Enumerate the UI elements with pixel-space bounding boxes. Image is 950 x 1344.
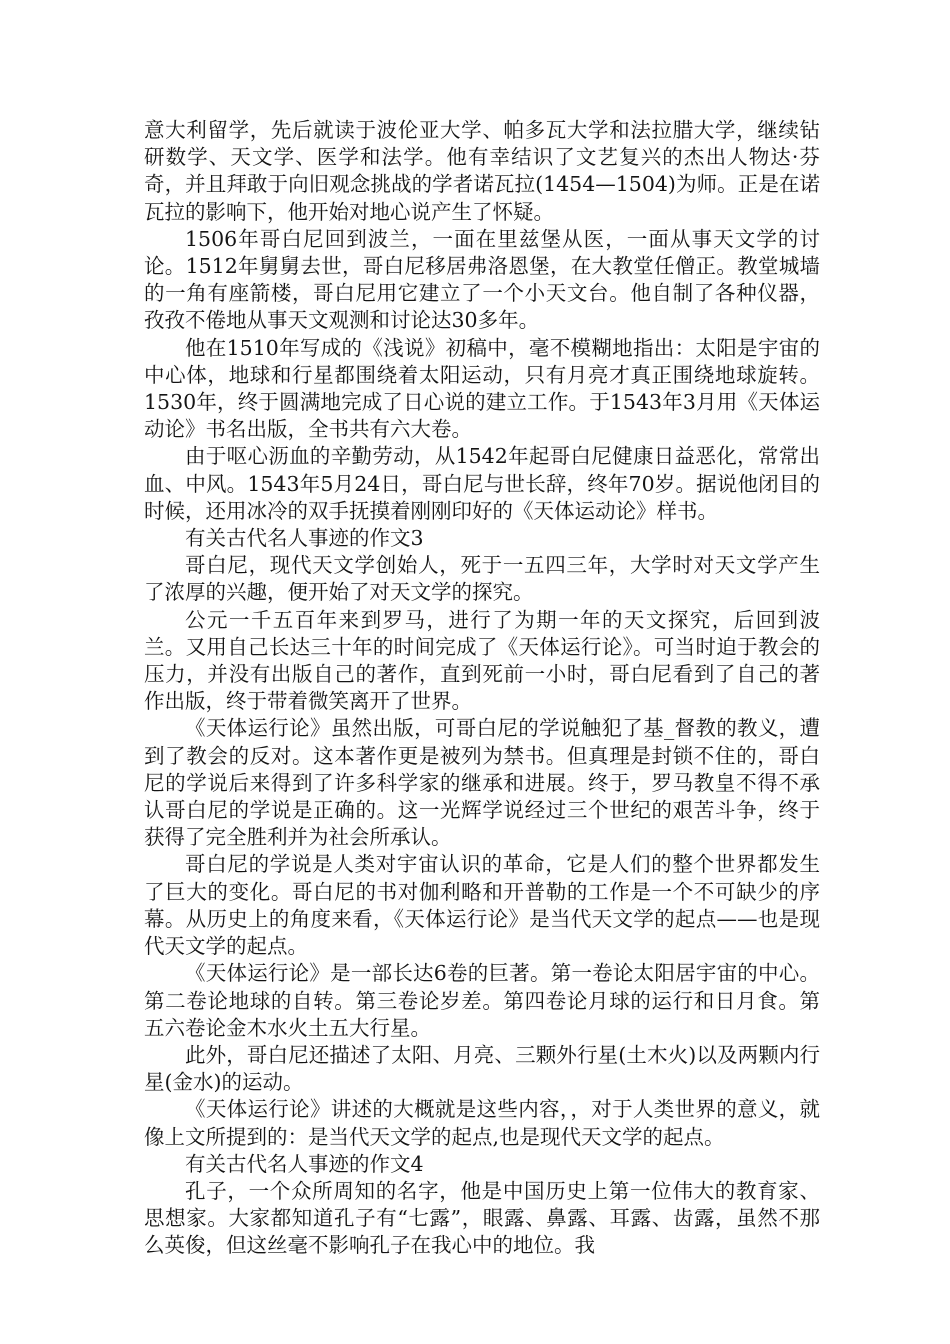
paragraph: 《天体运行论》是一部长达6卷的巨著。第一卷论太阳居宇宙的中心。第二卷论地球的自转。第三卷论岁差。第四卷论月球的运行和日月食。第五六卷论金木水火土五大行星。 [144, 961, 820, 1040]
paragraph: 哥白尼的学说是人类对宇宙认识的革命，它是人们的整个世界都发生了巨大的变化。哥白尼的书对伽利略和开普勒的工作是一个不可缺少的序幕。从历史上的角度来看，《天体运行论》是当代天文学的起点——也是现代天文学的起点。 [144, 852, 820, 959]
paragraph: 《天体运行论》虽然出版，可哥白尼的学说触犯了基_督教的教义，遭到了教会的反对。这本著作更是被列为禁书。但真理是封锁不住的，哥白尼的学说后来得到了许多科学家的继承和进展。终于，罗马教皇不得不承认哥白尼的学说是正确的。这一光辉学说经过三个世纪的艰苦斗争，终于获得了完全胜利并为社会所承认。 [144, 716, 820, 850]
paragraph: 孔子，一个众所周知的名字，他是中国历史上第一位伟大的教育家、思想家。大家都知道孔子有“七露”，眼露、鼻露、耳露、齿露，虽然不那么英俊，但这丝毫不影响孔子在我心中的地位。我 [144, 1178, 820, 1258]
section-heading: 有关古代名人事迹的作文3 [185, 526, 424, 551]
paragraph: 他在1510年写成的《浅说》初稿中，毫不模糊地指出：太阳是宇宙的中心体，地球和行星都围绕着太阳运动，只有月亮才真正围绕地球旋转。1530年，终于圆满地完成了日心说的建立工作。于1543年3月用《天体运动论》书名出版，全书共有六大卷。 [144, 335, 820, 442]
paragraph-continuation: 意大利留学，先后就读于波伦亚大学、帕多瓦大学和法拉腊大学，继续钻研数学、天文学、医学和法学。他有幸结识了文艺复兴的杰出人物达·芬奇，并且拜敢于向旧观念挑战的学者诺瓦拉(1454—1504)为师。正是在诺瓦拉的影响下，他开始对地心说产生了怀疑。 [144, 118, 820, 224]
paragraph: 哥白尼，现代天文学创始人，死于一五四三年，大学时对天文学产生了浓厚的兴趣，便开始了对天文学的探究。 [144, 553, 820, 605]
paragraph: 由于呕心沥血的辛勤劳动，从1542年起哥白尼健康日益恶化，常常出血、中风。1543年5月24日，哥白尼与世长辞，终年70岁。据说他闭目的时候，还用冰冷的双手抚摸着刚刚印好的《天体运动论》样书。 [144, 444, 820, 523]
paragraph: 此外，哥白尼还描述了太阳、月亮、三颗外行星(土木火)以及两颗内行星(金水)的运动。 [144, 1042, 820, 1095]
paragraph: 《天体运行论》讲述的大概就是这些内容，，对于人类世界的意义，就像上文所提到的：是当代天文学的起点,也是现代天文学的起点。 [144, 1097, 820, 1149]
paragraph: 公元一千五百年来到罗马，进行了为期一年的天文探究，后回到波兰。又用自己长达三十年的时间完成了《天体运行论》。可当时迫于教会的压力，并没有出版自己的著作，直到死前一小时，哥白尼看到了自己的著作出版，终于带着微笑离开了世界。 [144, 607, 820, 714]
document-page [144, 117, 820, 1260]
section-heading: 有关古代名人事迹的作文4 [185, 1151, 424, 1176]
paragraph: 1506年哥白尼回到波兰，一面在里兹堡从医，一面从事天文学的讨论。1512年舅舅去世，哥白尼移居弗洛恩堡，在大教堂任僧正。教堂城墙的一角有座箭楼，哥白尼用它建立了一个小天文台。他自制了各种仪器，孜孜不倦地从事天文观测和讨论达30多年。 [144, 226, 820, 333]
